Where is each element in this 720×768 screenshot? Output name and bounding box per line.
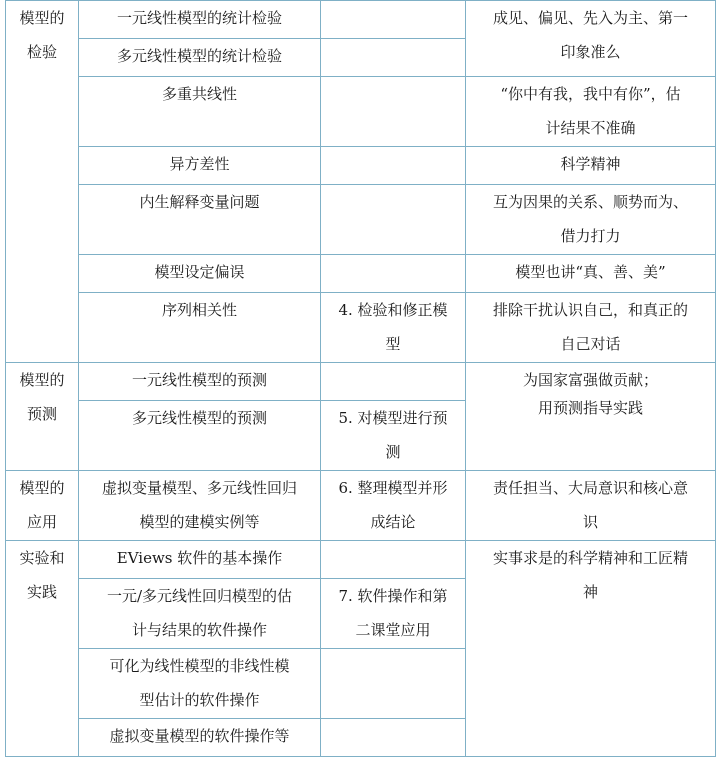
content-cell: 虚拟变量模型的软件操作等: [79, 719, 321, 757]
content-cell: 异方差性: [79, 147, 321, 185]
table-row: [6, 541, 716, 579]
ideology-cell: 为国家富强做贡献； 用预测指导实践: [466, 363, 716, 471]
group-cell-apply: 模型的 应用: [6, 471, 79, 541]
task-cell: 4. 检验和修正模 型: [321, 293, 466, 363]
content-cell: 多重共线性: [79, 77, 321, 147]
task-cell: [321, 719, 466, 757]
content-cell: 多元线性模型的统计检验: [79, 39, 321, 77]
content-cell: 一元/多元线性回归模型的估 计与结果的软件操作: [79, 579, 321, 649]
ideology-cell: 排除干扰认识自己，和真正的 自己对话: [466, 293, 716, 363]
table-row: [6, 255, 716, 293]
ideology-cell: 模型也讲“真、善、美”: [466, 255, 716, 293]
ideology-cell: 互为因果的关系、顺势而为、 借力打力: [466, 185, 716, 255]
task-cell: [321, 649, 466, 719]
document-page: [5, 0, 715, 762]
table-row: [6, 471, 716, 541]
ideology-cell: 成见、偏见、先入为主、第一 印象准么: [466, 1, 716, 77]
table-row: [6, 77, 716, 147]
table-row: [6, 147, 716, 185]
content-cell: 一元线性模型的预测: [79, 363, 321, 401]
ideology-cell: 责任担当、大局意识和核心意 识: [466, 471, 716, 541]
table-row: [6, 185, 716, 255]
ideology-cell: “你中有我，我中有你”，估 计结果不准确: [466, 77, 716, 147]
content-cell: EViews 软件的基本操作: [79, 541, 321, 579]
content-cell: 模型设定偏误: [79, 255, 321, 293]
table-row: [6, 1, 716, 39]
task-cell: 5. 对模型进行预 测: [321, 401, 466, 471]
table-row: [6, 293, 716, 363]
content-cell: 一元线性模型的统计检验: [79, 1, 321, 39]
content-cell: 内生解释变量问题: [79, 185, 321, 255]
group-cell-predict: 模型的 预测: [6, 363, 79, 471]
content-cell: 可化为线性模型的非线性模 型估计的软件操作: [79, 649, 321, 719]
task-cell: [321, 255, 466, 293]
ideology-cell: 科学精神: [466, 147, 716, 185]
task-cell: 6. 整理模型并形 成结论: [321, 471, 466, 541]
group-cell-check: 模型的 检验: [6, 1, 79, 363]
task-cell: [321, 185, 466, 255]
content-cell: 序列相关性: [79, 293, 321, 363]
task-cell: [321, 39, 466, 77]
task-cell: [321, 147, 466, 185]
task-cell: 7. 软件操作和第 二课堂应用: [321, 579, 466, 649]
content-cell: 虚拟变量模型、多元线性回归 模型的建模实例等: [79, 471, 321, 541]
group-cell-practice: 实验和 实践: [6, 541, 79, 757]
task-cell: [321, 77, 466, 147]
content-cell: 多元线性模型的预测: [79, 401, 321, 471]
task-cell: [321, 1, 466, 39]
curriculum-table: [5, 0, 716, 757]
task-cell: [321, 363, 466, 401]
task-cell: [321, 541, 466, 579]
table-row: [6, 363, 716, 401]
ideology-cell: 实事求是的科学精神和工匠精 神: [466, 541, 716, 757]
